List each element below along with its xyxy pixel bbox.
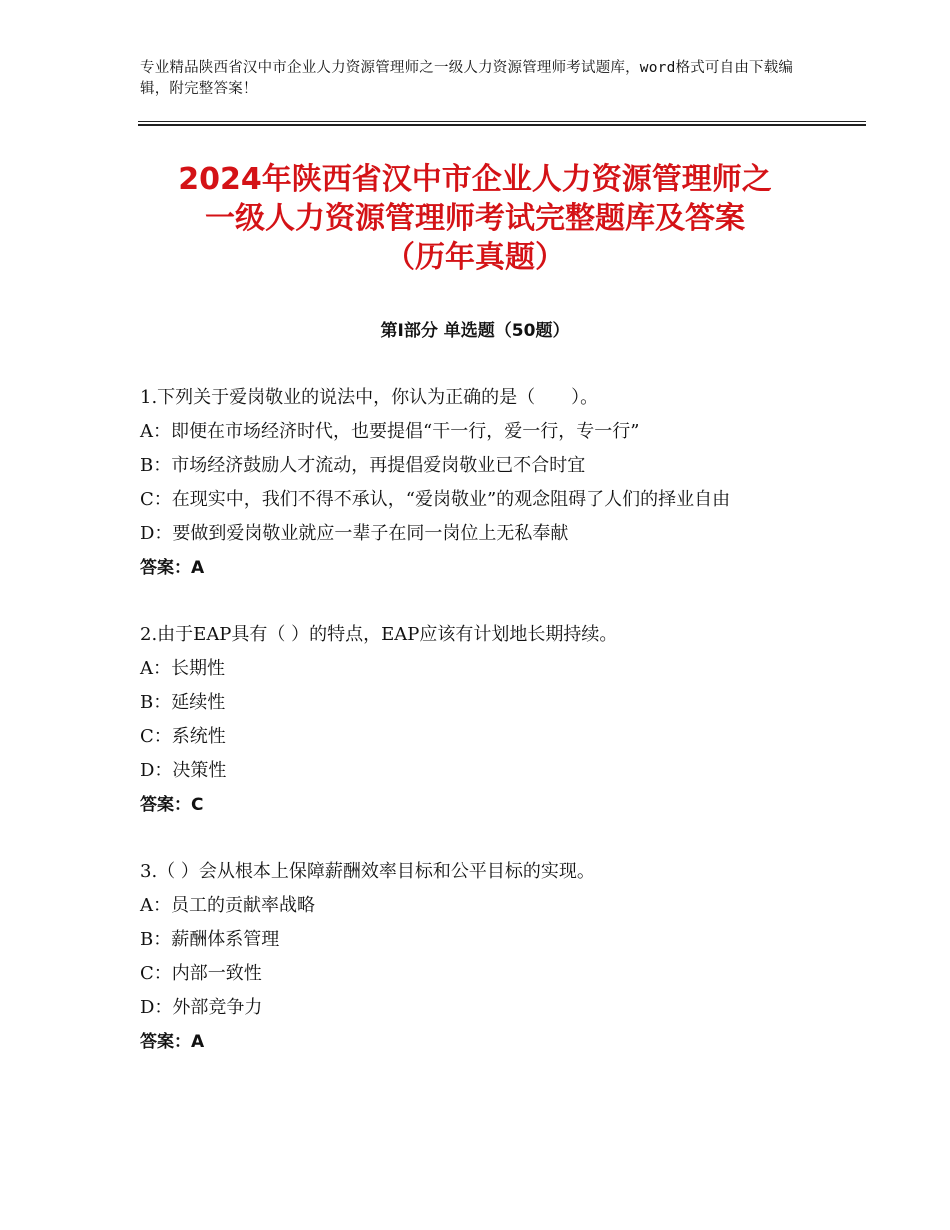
option-c: C：系统性 xyxy=(140,726,226,747)
answer-label: 答案：C xyxy=(140,795,204,815)
option-b: B：延续性 xyxy=(140,692,226,713)
question-stem: 3.（ ）会从根本上保障薪酬效率目标和公平目标的实现。 xyxy=(140,861,595,882)
title-line-2: 一级人力资源管理师考试完整题库及答案 xyxy=(205,201,745,236)
question-stem: 2.由于EAP具有（ ）的特点，EAP应该有计划地长期持续。 xyxy=(140,624,618,645)
header-note: 专业精品陕西省汉中市企业人力资源管理师之一级人力资源管理师考试题库，word格式可自由下载编辑，附完整答案！ xyxy=(140,60,794,97)
option-b: B：薪酬体系管理 xyxy=(140,929,280,950)
option-d: D：决策性 xyxy=(140,760,227,781)
question-2 xyxy=(140,618,820,822)
section-title: 第Ⅰ部分 单选题（50题） xyxy=(380,321,570,341)
title-line-3: （历年真题） xyxy=(385,240,565,275)
question-list xyxy=(140,381,820,1092)
document-title xyxy=(100,160,850,277)
option-a: A：即便在市场经济时代，也要提倡“干一行，爱一行，专一行” xyxy=(140,421,640,442)
title-line-1: 2024年陕西省汉中市企业人力资源管理师之 xyxy=(178,162,772,197)
option-b: B：市场经济鼓励人才流动，再提倡爱岗敬业已不合时宜 xyxy=(140,455,586,476)
option-a: A：员工的贡献率战略 xyxy=(140,895,315,916)
option-d: D：要做到爱岗敬业就应一辈子在同一岗位上无私奉献 xyxy=(140,523,569,544)
question-3 xyxy=(140,855,820,1059)
question-stem: 1.下列关于爱岗敬业的说法中，你认为正确的是（ ）。 xyxy=(140,387,599,408)
question-1 xyxy=(140,381,820,585)
header-divider xyxy=(138,121,866,126)
answer-label: 答案：A xyxy=(140,1032,205,1052)
option-a: A：长期性 xyxy=(140,658,225,679)
answer-label: 答案：A xyxy=(140,558,205,578)
option-d: D：外部竞争力 xyxy=(140,997,263,1018)
option-c: C：内部一致性 xyxy=(140,963,262,984)
option-c: C：在现实中，我们不得不承认，“爱岗敬业”的观念阻碍了人们的择业自由 xyxy=(140,489,731,510)
